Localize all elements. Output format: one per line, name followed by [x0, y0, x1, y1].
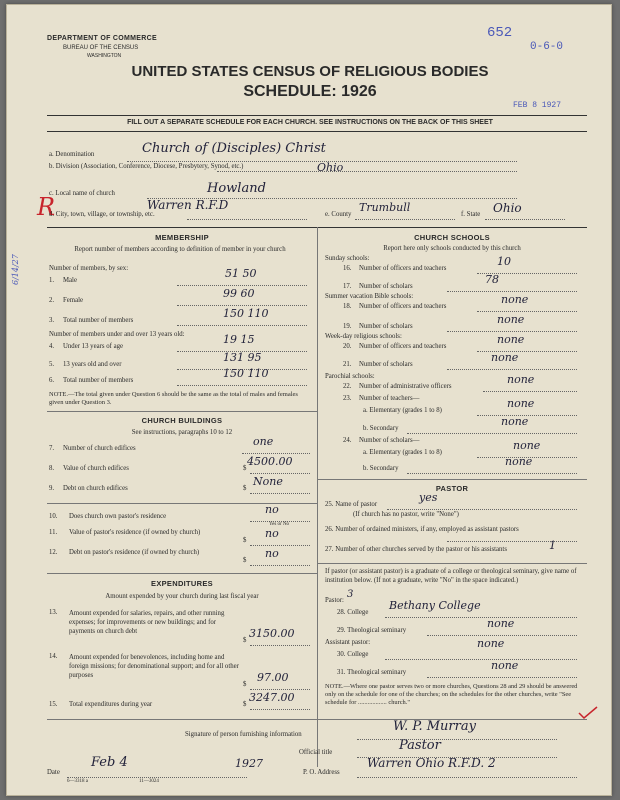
denomination-label: a. Denomination — [49, 151, 95, 158]
edifices-label: Number of church edifices — [63, 445, 136, 452]
admin-officers-value: none — [507, 373, 535, 386]
sunday-teachers-label: Number of officers and teachers — [359, 265, 447, 272]
department-label: DEPARTMENT OF COMMERCE — [47, 35, 157, 42]
vacation-scholars-label: Number of scholars — [359, 323, 413, 330]
schools-sub: Report here only schools conducted by this church — [383, 245, 521, 252]
running-expenses-value: 3150.00 — [249, 627, 295, 640]
male-value: 51 50 — [225, 267, 257, 280]
over-13-label: 13 years old and over — [63, 361, 122, 368]
female-value: 99 60 — [223, 287, 255, 300]
stamp-code: 0-6-0 — [530, 41, 564, 53]
local-name-value: Howland — [207, 181, 266, 196]
pastor-seminary-value: none — [487, 617, 515, 630]
pastor-name-label: 25. Name of pastor — [325, 501, 378, 508]
assistant-ministers-label: 26. Number of ordained ministers, if any, employed as assistant pastors — [325, 526, 519, 533]
elementary-teachers-label: a. Elementary (grades 1 to 8) — [363, 407, 442, 414]
row-num: 18. — [343, 303, 352, 310]
division-label: b. Division (Association, Conference, Diocese, Presbytery, Synod, etc.) — [49, 163, 244, 170]
scholars-label: Number of scholars— — [359, 437, 420, 444]
row-num: 14. — [49, 653, 58, 660]
city-field-value: Warren R.F.D — [147, 198, 229, 212]
weekday-schools-label: Week-day religious schools: — [325, 333, 402, 340]
total-members-label: Total number of members — [63, 317, 134, 324]
signature-label: Signature of person furnishing information — [185, 731, 302, 738]
total-members-value: 150 110 — [223, 307, 269, 320]
other-churches-label: 27. Number of other churches served by the pastor or his assistants — [325, 546, 507, 553]
buildings-sub: See instructions, paragraphs 10 to 12 — [131, 429, 233, 436]
residence-debt-label: Debt on pastor's residence (if owned by church) — [69, 549, 200, 556]
row-num: 2. — [49, 297, 55, 304]
pastor-section-label: Pastor: — [325, 597, 344, 604]
edifice-debt-label: Debt on church edifices — [63, 485, 128, 492]
under-13-label: Under 13 years of age — [63, 343, 124, 350]
official-title-label: Official title — [299, 749, 333, 756]
pastor-heading: PASTOR — [435, 484, 469, 493]
row-num: 15. — [49, 701, 58, 708]
vacation-teachers-value: none — [501, 293, 529, 306]
membership-heading: MEMBERSHIP — [155, 233, 209, 242]
graduate-note: If pastor (or assistant pastor) is a graduate of a college or theological seminary, give name of institution below. (If not a graduate, write "No" in the space indicated.) — [325, 568, 577, 584]
admin-officers-label: Number of administrative officers — [359, 383, 452, 390]
benevolences-value: 97.00 — [257, 671, 289, 684]
margin-date: 6/14/27 — [11, 254, 20, 285]
schools-heading: CHURCH SCHOOLS — [414, 233, 490, 242]
division-value: Ohio — [317, 161, 344, 174]
pastor-name-note: (If church has no pastor, write "None") — [353, 511, 459, 518]
census-form-page: DEPARTMENT OF COMMERCE BUREAU OF THE CENSUS WASHINGTON 652 0-6-0 UNITED STATES CENSUS OF RELIGIOUS BODIES SCHEDULE: 1926 FEB 8 1927 FILL OUT A SEPARATE SCHEDULE FOR EACH CHURCH. SEE INSTRUCTIONS ON THE BACK OF THIS SHEET a. Denomination Church of (Disciples) Christ b. Division (Association, Conference, Diocese, Presbytery, Synod, etc.) Ohio c. Local name of church Howland R d. City, town, village, or township, etc. Warren R.F.D e. County Trumbull f. State Ohio 6/14/27 MEMBERSHIP Report number of members according to definition of member in your church Number of members, by sex: 1. Male 51 50 2. Female 99 60 3. Total number of members 150 110 Number of members under and over 13 years old: 4. Under 13 years of age 19 15 5. 13 years old and over 131 95 6. Total number of members 150 110 NOTE.—The total given under Question 6 should be the same as the total of males and females given under Question 3. CHURCH BUILDINGS See instructions, paragraphs 10 to 12 7. Number of church edifices one 8. Value of church edifices $ 4500.00 9. Debt on church edifices $ None 10. Does church own pastor's residence no Yes or No 11. Value of pastor's residence (if owned by church) $ no 12. Debt on pastor's residence (if owned by church) $ no EXPENDITURES Amount expended by your church during last fiscal year 13. Amount expended for salaries, repairs, and other running expenses; for improvements or new buildings; and for payments on church debt $ 3150.00 14. Amount expended for benevolences, including home and foreign missions; for denominational support; and for all other purposes $ 97.00 15. Total expenditures during year $ 3247.00 CHURCH SCHOOLS Report here only schools conducted by this church Sunday schools: 16. Number of officers and teachers 10 17. Number of scholars 78 Summer vacation Bible schools: 18. Number of officers and teachers none 19. Number of scholars none Week-day religious schools: 20. Number of officers and teachers none 21. Number of scholars none Parochial schools: 22. Number of administrative officers none 23. Number of teachers— a. Elementary (grades 1 to 8) none b. Secondary none 24. Number of scholars— a. Elementary (grades 1 to 8) none b. Secondary none PASTOR 25. Name of pastor yes (If church has no pastor, write "None") 26. Number of ordained ministers, if any, employed as assistant pastors 27. Number of other churches served by the pastor or his assistants 1 If pastor (or assistant pastor) is a graduate of a college or theological seminary, give name of institution below. (If not a graduate, write "No" in the space indicated.) Pastor: 3 28. College Bethany College 29. Theological seminary none Assistant pastor: 30. College none 31. Theological seminary none NOTE.—Where one pastor serves two or more churches, Questions 28 and 29 should be answered only on the schedule for one of the churches; on the schedules for the other churches, write "See schedule for .................. church." Signature of person furnishing information W. P. Murray Official title Pastor Date Feb 4 1927 P. O. Address Warren Ohio R.F.D. 2 6—3318 a 11—3024 — [6, 4, 612, 796]
address-value: Warren Ohio R.F.D. 2 — [367, 756, 496, 770]
sunday-teachers-value: 10 — [497, 255, 511, 268]
elementary-teachers-value: none — [507, 397, 535, 410]
elementary-scholars-label: a. Elementary (grades 1 to 8) — [363, 449, 442, 456]
under-13-value: 19 15 — [223, 333, 255, 346]
denomination-value: Church of (Disciples) Christ — [142, 141, 326, 156]
row-num: 1. — [49, 277, 55, 284]
sunday-schools-label: Sunday schools: — [325, 255, 370, 262]
city-field-label: d. City, town, village, or township, etc. — [49, 211, 155, 218]
bureau-label: BUREAU OF THE CENSUS — [63, 45, 139, 51]
row-num: 13. — [49, 609, 58, 616]
assistant-college-value: none — [477, 637, 505, 650]
members-by-sex: Number of members, by sex: — [49, 265, 129, 272]
row-num: 6. — [49, 377, 55, 384]
row-num: 17. — [343, 283, 352, 290]
pastor-name-value: yes — [419, 491, 438, 504]
weekday-teachers-label: Number of officers and teachers — [359, 343, 447, 350]
edifice-debt-value: None — [253, 475, 283, 488]
buildings-heading: CHURCH BUILDINGS — [141, 416, 223, 425]
state-label: f. State — [461, 211, 481, 218]
state-value: Ohio — [493, 201, 522, 215]
row-num: 3. — [49, 317, 55, 324]
weekday-scholars-value: none — [491, 351, 519, 364]
weekday-teachers-value: none — [497, 333, 525, 346]
county-value: Trumbull — [359, 201, 411, 214]
age-intro: Number of members under and over 13 years old: — [49, 331, 185, 338]
date-year: 1927 — [235, 757, 263, 770]
stamp-number: 652 — [487, 25, 513, 41]
total-expenditures-value: 3247.00 — [249, 691, 295, 704]
teachers-label: Number of teachers— — [359, 395, 420, 402]
over-13-value: 131 95 — [223, 351, 262, 364]
benevolences-label: Amount expended for benevolences, including home and foreign missions; for denominational support; and for all other purposes — [69, 654, 239, 679]
assistant-seminary-label: 31. Theological seminary — [337, 669, 407, 676]
residence-value-label: Value of pastor's residence (if owned by church) — [69, 529, 201, 536]
vacation-teachers-label: Number of officers and teachers — [359, 303, 447, 310]
date-label: Date — [47, 769, 60, 776]
assistant-seminary-value: none — [491, 659, 519, 672]
elementary-scholars-value: none — [513, 439, 541, 452]
form-number-2: 11—3024 — [139, 779, 159, 784]
row-num: 22. — [343, 383, 352, 390]
check-mark-icon — [577, 705, 599, 721]
pastor-college-value: Bethany College — [389, 599, 481, 612]
official-title-value: Pastor — [399, 738, 441, 753]
row-num: 16. — [343, 265, 352, 272]
owns-residence-label: Does church own pastor's residence — [69, 513, 167, 520]
parochial-schools-label: Parochial schools: — [325, 373, 375, 380]
weekday-scholars-label: Number of scholars — [359, 361, 413, 368]
date-value: Feb 4 — [91, 755, 128, 770]
schedule-title: SCHEDULE: 1926 — [243, 83, 377, 100]
pastor-seminary-label: 29. Theological seminary — [337, 627, 407, 634]
sunday-scholars-value: 78 — [485, 273, 499, 286]
residence-debt-value: no — [265, 547, 279, 560]
assistant-college-label: 30. College — [337, 651, 369, 658]
owns-residence-value: no — [265, 503, 279, 516]
row-num: 5. — [49, 361, 55, 368]
vacation-schools-label: Summer vacation Bible schools: — [325, 293, 414, 300]
vacation-scholars-value: none — [497, 313, 525, 326]
address-label: P. O. Address — [303, 769, 340, 776]
row-num: 23. — [343, 395, 352, 402]
row-num: 12. — [49, 549, 58, 556]
signature-value: W. P. Murray — [393, 719, 476, 734]
running-expenses-label: Amount expended for salaries, repairs, and other running expenses; for improvements or new buildings; and for payments on church debt — [69, 610, 225, 635]
row-num: 4. — [49, 343, 55, 350]
secondary-scholars-label: b. Secondary — [363, 465, 399, 472]
county-label: e. County — [325, 211, 352, 218]
edifices-value: one — [253, 435, 274, 448]
edifice-value-value: 4500.00 — [247, 455, 293, 468]
expenditures-sub: Amount expended by your church during last fiscal year — [105, 593, 259, 600]
form-title: UNITED STATES CENSUS OF RELIGIOUS BODIES — [131, 63, 489, 80]
row-num: 8. — [49, 465, 55, 472]
secondary-teachers-value: none — [501, 415, 529, 428]
row-num: 7. — [49, 445, 55, 452]
pastor-note: NOTE.—Where one pastor serves two or more churches, Questions 28 and 29 should be answered only on the schedule for one of the churches; on the schedules for the other churches, write "See schedule for .................. church." — [325, 683, 578, 706]
yes-no-hint: Yes or No — [269, 522, 290, 527]
other-churches-value: 1 — [549, 539, 556, 552]
female-label: Female — [63, 297, 84, 304]
city-label: WASHINGTON — [87, 53, 122, 59]
secondary-scholars-value: none — [505, 455, 533, 468]
local-name-label: c. Local name of church — [49, 190, 115, 197]
fill-instruction: FILL OUT A SEPARATE SCHEDULE FOR EACH CHURCH. SEE INSTRUCTIONS ON THE BACK OF THIS SHEET — [127, 119, 493, 126]
row-num: 9. — [49, 485, 55, 492]
male-label: Male — [63, 277, 77, 284]
membership-intro: Report number of members according to definition of member in your church — [74, 246, 286, 253]
membership-note: NOTE.—The total given under Question 6 should be the same as the total of males and females given under Question 3. — [49, 391, 298, 406]
assistant-pastor-label: Assistant pastor: — [325, 639, 371, 646]
row-num: 19. — [343, 323, 352, 330]
pastor-college-label: 28. College — [337, 609, 369, 616]
expenditures-heading: EXPENDITURES — [151, 579, 213, 588]
row-num: 24. — [343, 437, 352, 444]
received-stamp: FEB 8 1927 — [513, 101, 562, 110]
row-num: 21. — [343, 361, 352, 368]
row-num: 11. — [49, 529, 58, 536]
total-age-value: 150 110 — [223, 367, 269, 380]
total-expenditures-label: Total expenditures during year — [69, 701, 153, 708]
total-age-label: Total number of members — [63, 377, 134, 384]
secondary-teachers-label: b. Secondary — [363, 425, 399, 432]
sunday-scholars-label: Number of scholars — [359, 283, 413, 290]
form-number: 6—3318 a — [67, 779, 88, 784]
row-num: 10. — [49, 513, 58, 520]
red-mark: R — [37, 193, 56, 221]
pastor-mark: 3 — [347, 589, 354, 600]
residence-value-value: no — [265, 527, 279, 540]
edifice-value-label: Value of church edifices — [63, 465, 129, 472]
row-num: 20. — [343, 343, 352, 350]
